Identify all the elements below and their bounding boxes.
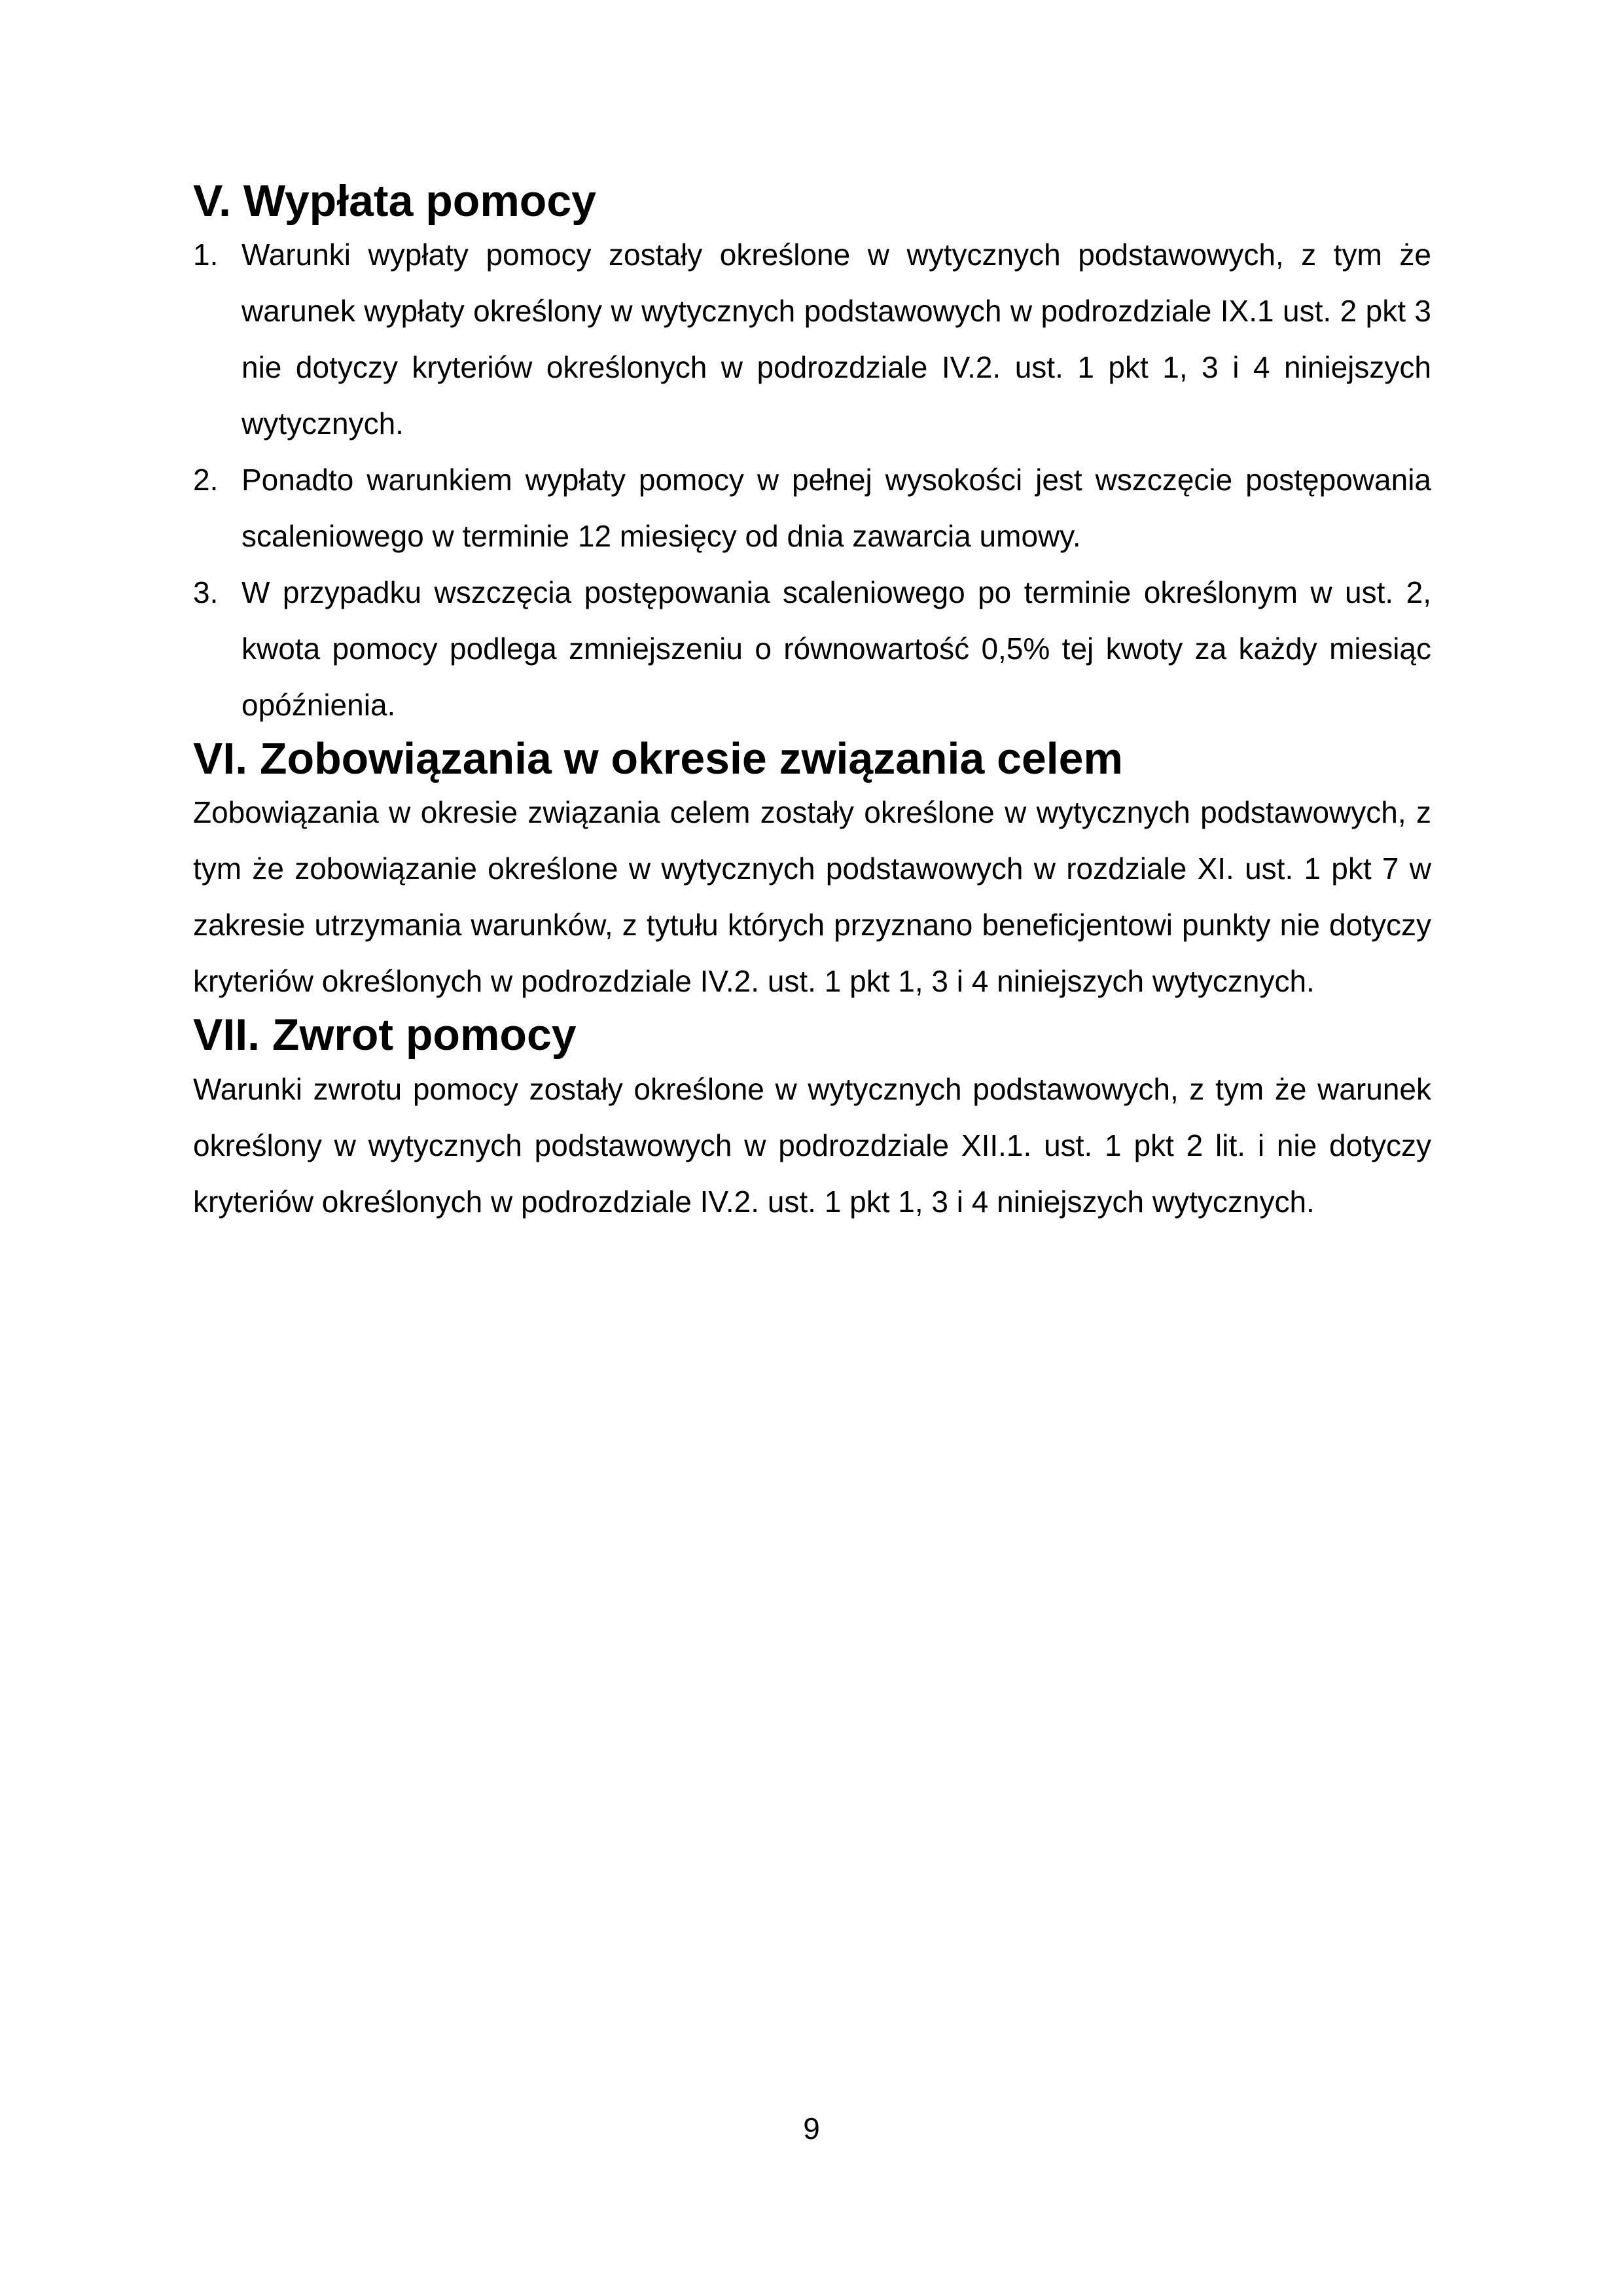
list-item-text: Warunki wypłaty pomocy zostały określone w wytycznych podstawowych, z tym że warunek wypłaty określony w wytycznych podstawowych w podrozdziale IX.1 ust. 2 pkt 3 nie dotyczy kryteriów określonych w podrozdziale IV.2. ust. 1 pkt 1, 3 i 4 niniejszych wytycznych. [241, 238, 1431, 441]
section-title: VII. Zwrot pomocy [193, 1010, 577, 1060]
page-number: 9 [803, 2111, 820, 2145]
list-item-number: 2. [193, 463, 219, 497]
list-item [193, 452, 1431, 564]
list-item-text: W przypadku wszczęcia postępowania scaleniowego po terminie określonym w ust. 2, kwota pomocy podlega zmniejszeniu o równowartość 0,5% tej kwoty za każdy miesiąc opóźnienia. [241, 575, 1431, 723]
numbered-list [193, 226, 1431, 733]
section-zobowiazania [193, 733, 1431, 1009]
list-item-number: 3. [193, 575, 219, 610]
section-paragraph: Warunki zwrotu pomocy zostały określone w wytycznych podstawowych, z tym że warunek określony w wytycznych podstawowych w podrozdziale XII.1. ust. 1 pkt 2 lit. i nie dotyczy kryteriów określonych w podrozdziale IV.2. ust. 1 pkt 1, 3 i 4 niniejszych wytycznych. [193, 1071, 1431, 1219]
page-content [193, 175, 1431, 1230]
section-title: V. Wypłata pomocy [193, 176, 596, 226]
section-zwrot-pomocy [193, 1009, 1431, 1229]
list-item [193, 564, 1431, 733]
section-title: VI. Zobowiązania w okresie związania celem [193, 734, 1123, 784]
section-paragraph: Zobowiązania w okresie związania celem zostały określone w wytycznych podstawowych, z tym że zobowiązanie określone w wytycznych podstawowych w rozdziale XI. ust. 1 pkt 7 w zakresie utrzymania warunków, z tytułu których przyznano beneficjentowi punkty nie dotyczy kryteriów określonych w podrozdziale IV.2. ust. 1 pkt 1, 3 i 4 niniejszych wytycznych. [193, 795, 1431, 999]
list-item-text: Ponadto warunkiem wypłaty pomocy w pełnej wysokości jest wszczęcie postępowania scaleniowego w terminie 12 miesięcy od dnia zawarcia umowy. [241, 463, 1431, 554]
list-item-number: 1. [193, 238, 219, 272]
section-wyplata-pomocy [193, 175, 1431, 733]
list-item [193, 226, 1431, 452]
